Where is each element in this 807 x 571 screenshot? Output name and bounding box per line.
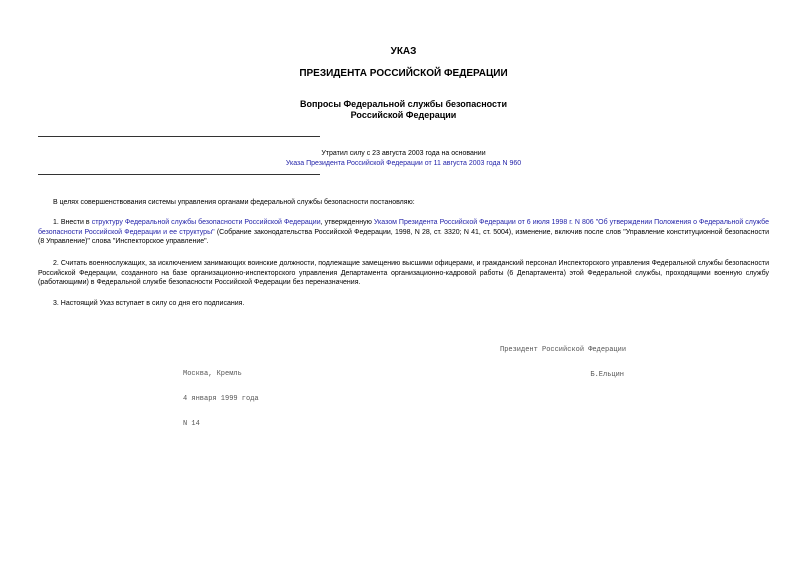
divider-top xyxy=(38,136,320,137)
intro-paragraph: В целях совершенствования системы управления органами федеральной службы безопасности постановляю: xyxy=(53,199,415,206)
status-notice xyxy=(0,149,807,168)
document-number: N 14 xyxy=(183,420,200,429)
signature-name: Б.Ельцин xyxy=(590,371,624,380)
fsb-structure-link[interactable]: структуру Федеральной службы безопасности Российской Федерации xyxy=(91,219,321,226)
p1-text-3: (Собрание законодательства Российской Федерации, 1998, N 28, ст. 3320; N 41, ст. 5004), изменение, включив после слов "Управление конституционной безопасности (8 Управление)" слова "Инспекторское управление". xyxy=(38,228,769,246)
topic-line-1: Вопросы Федеральной службы безопасности xyxy=(300,99,507,109)
paragraph-2: 2. Считать военнослужащих, за исключением занимающих воинские должности, подлежащие замещению высшими офицерами, и гражданский персонал Инспекторского управления Федеральной службы безопасности Российской Федерации, созданного на базе организационно-инспекторского управления Департамента организационно-кадровой работы (6 Департамента) этой Федеральной службы, проходящими военную службу (работающими) в Федеральной службе безопасности Российской Федерации без переназначения. xyxy=(38,260,769,287)
p1-text-2: , утвержденную xyxy=(320,219,374,226)
topic-line-2: Российской Федерации xyxy=(350,110,457,120)
document-topic xyxy=(0,99,807,121)
paragraph-1 xyxy=(38,218,769,247)
decree-806-link[interactable]: Указом Президента Российской Федерации от 6 июля 1998 г. N 806 "Об утверждении Положения о Федеральной службе безопасности Российской Федерации и ее структуры" xyxy=(38,219,770,236)
status-text: Утратил силу с 23 августа 2003 года на основании xyxy=(321,150,486,157)
place-date: 4 января 1999 года xyxy=(183,395,259,404)
document-issuer: ПРЕЗИДЕНТА РОССИЙСКОЙ ФЕДЕРАЦИИ xyxy=(299,68,508,79)
paragraph-3: 3. Настоящий Указ вступает в силу со дня его подписания. xyxy=(53,300,245,307)
divider-bottom xyxy=(38,174,320,175)
place-city: Москва, Кремль xyxy=(183,369,242,378)
p1-text-1: 1. Внести в xyxy=(53,219,92,226)
document-type: УКАЗ xyxy=(390,46,417,57)
status-link[interactable]: Указа Президента Российской Федерации от 11 августа 2003 года N 960 xyxy=(285,159,522,167)
signature-block xyxy=(500,329,627,388)
place-date-block xyxy=(183,353,259,437)
signature-position: Президент Российской Федерации xyxy=(500,345,627,354)
